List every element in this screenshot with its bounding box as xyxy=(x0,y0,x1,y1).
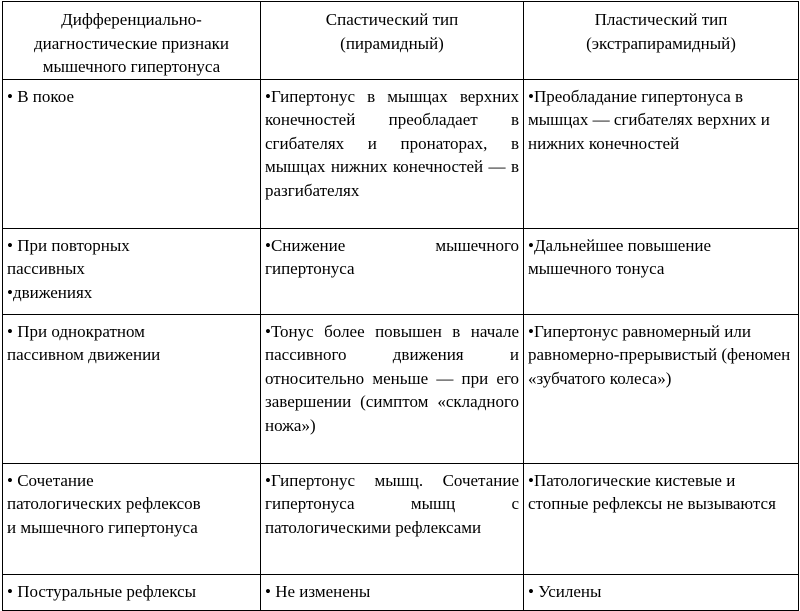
header-line: Пластический тип xyxy=(594,10,728,29)
spastic-cell xyxy=(261,228,524,314)
sign-cell xyxy=(3,314,261,463)
header-cell-plastic xyxy=(524,2,799,80)
plastic-text: •Гипертонус равномерный или равномерно-прерывистый (феномен «зубчатого колеса») xyxy=(528,321,791,388)
header-line: диагностические признаки xyxy=(34,33,229,53)
table-row xyxy=(3,79,799,228)
sign-cell xyxy=(3,463,261,574)
sign-text: и мышечного гипертонуса xyxy=(7,517,198,537)
plastic-cell xyxy=(524,574,799,610)
plastic-cell xyxy=(524,79,799,228)
header-cell-spastic xyxy=(261,2,524,80)
spastic-text: •Гипертонус в мышцах верхних конечностей преобладает в сгибателях и пронаторах, в мышцах нижних конечностей — в разгибателях xyxy=(265,86,519,200)
sign-text: патологических рефлексов xyxy=(7,494,201,513)
sign-text: • Сочетание xyxy=(7,470,94,490)
header-row xyxy=(3,2,799,80)
sign-text: •движениях xyxy=(7,282,93,302)
plastic-cell xyxy=(524,228,799,314)
header-cell-signs xyxy=(3,2,261,80)
spastic-text: •Гипертонус мышц. Сочетание гипертонуса мышц с патологическими рефлексами xyxy=(265,470,519,537)
spastic-cell xyxy=(261,79,524,228)
sign-cell xyxy=(3,228,261,314)
spastic-text: •Снижение мышечного гипертонуса xyxy=(265,235,519,278)
sign-text: • При повторных xyxy=(7,235,130,255)
header-line: (пирамидный) xyxy=(340,33,444,53)
sign-text: • В покое xyxy=(7,86,75,106)
table-row xyxy=(3,228,799,314)
plastic-text: • Усилены xyxy=(528,581,602,601)
header-line: Дифференциально- xyxy=(61,10,202,29)
sign-text: пассивном движении xyxy=(7,345,161,364)
spastic-cell xyxy=(261,463,524,574)
sign-cell xyxy=(3,574,261,610)
plastic-text: •Патологические кистевые и стопные рефлексы не вызываются xyxy=(528,470,776,513)
plastic-cell xyxy=(524,314,799,463)
table-row xyxy=(3,314,799,463)
plastic-text: •Дальнейшее повышение мышечного тонуса xyxy=(528,235,712,278)
table-row xyxy=(3,574,799,610)
header-line: мышечного гипертонуса xyxy=(42,57,221,76)
sign-text: • Постуральные рефлексы xyxy=(7,581,197,601)
spastic-text: •Тонус более повышен в начале пассивного движения и относительно меньше — при его завершении (симптом «складного ножа») xyxy=(265,321,519,435)
header-line: (экстрапирамидный) xyxy=(586,33,736,53)
header-line: Спастический тип xyxy=(325,10,459,29)
plastic-text: •Преобладание гипертонуса в мышцах — сгибателях верхних и нижних конечностей xyxy=(528,86,770,153)
spastic-text: • Не изменены xyxy=(265,581,371,601)
plastic-cell xyxy=(524,463,799,574)
sign-text: пассивных xyxy=(7,259,85,278)
spastic-cell xyxy=(261,574,524,610)
sign-text: • При однократном xyxy=(7,321,145,341)
sign-cell xyxy=(3,79,261,228)
table-row xyxy=(3,463,799,574)
differential-diagnosis-table xyxy=(2,1,799,611)
spastic-cell xyxy=(261,314,524,463)
